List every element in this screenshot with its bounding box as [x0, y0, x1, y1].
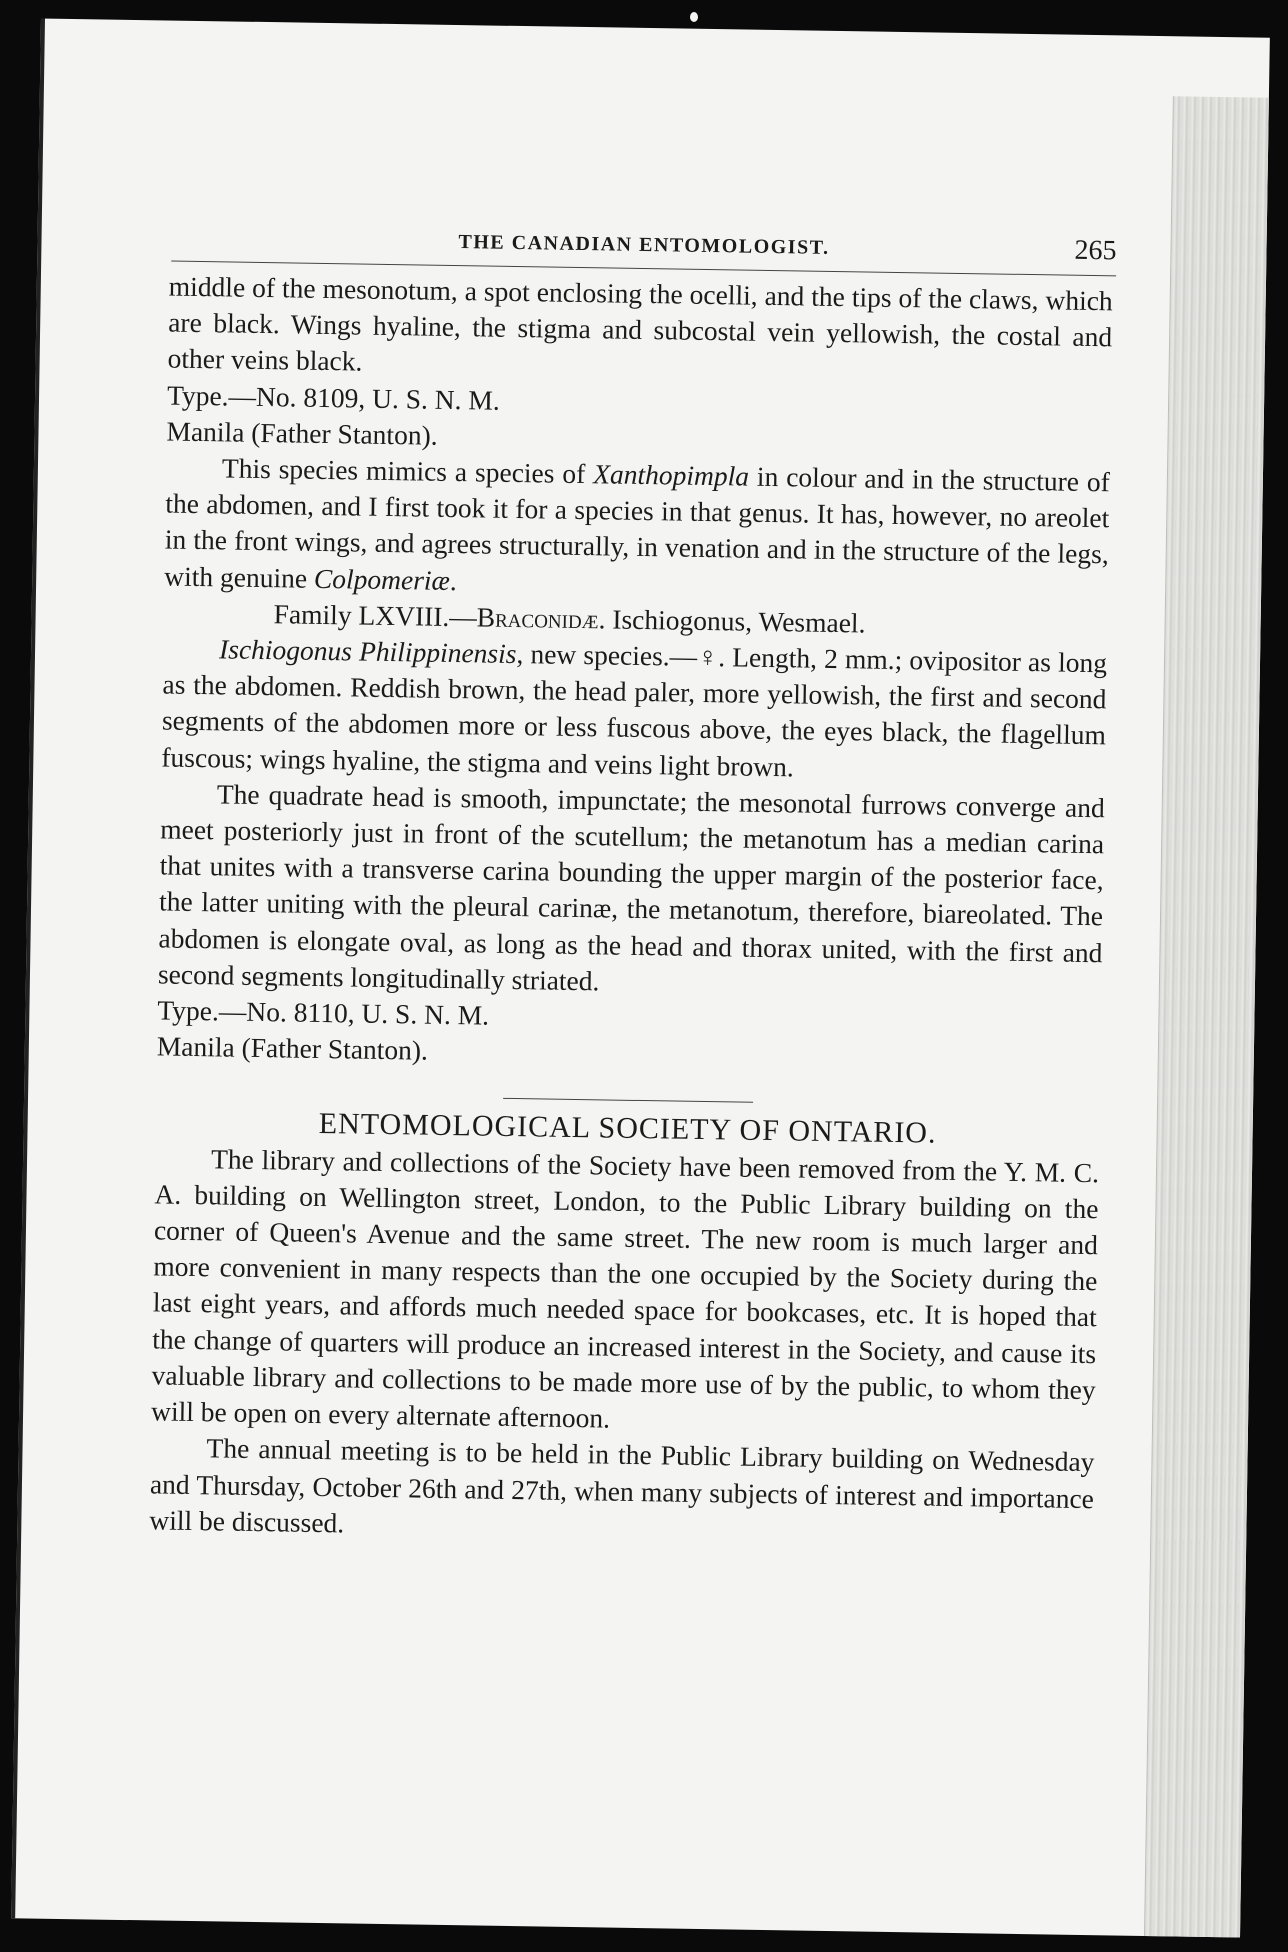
type-locality: Manila (Father Stanton).: [156, 1030, 429, 1066]
book-page: [11, 18, 1270, 1937]
text-segment: Family LXVIII.—: [273, 598, 478, 633]
species-description: [161, 630, 1107, 790]
paragraph-library: The library and collections of the Society have been removed from the Y. M. C. A. building on Wellington street, London, to the Public Library building on the corner of Queen's Avenue and the same street. The new room is much larger and more convenient in many respects than the one occupied by the Society during the last eight years, and affords much needed space for bookcases, etc. It is hoped that the change of quarters will produce an increased interest in the Society, and cause its valuable library and collections to be made more use of by the public, to whom they will be open on every alternate afternoon.: [150, 1142, 1100, 1434]
paragraph-continuation: middle of the mesonotum, a spot enclosing the ocelli, and the tips of the claws, which are black. Wings hyaline, the stigma and subcostal vein yellowish, the costal and other veins black.: [167, 270, 1113, 377]
page-edge: [1144, 96, 1269, 1937]
text-segment: This species mimics a species of: [221, 452, 594, 490]
text-segment: , new species.—♀. Length, 2 mm.; ovipositor as long as the abdomen. Reddish brown, the head paler, more yellowish, the first and second segments of the abdomen more or less fuscous above, the eyes black, the flagellum fuscous; wings hyaline, the stigma and veins light brown.: [161, 638, 1108, 783]
page-body: [149, 269, 1113, 1554]
type-designation: Type.—No. 8109, U. S. N. M.: [166, 379, 500, 416]
section-title: ENTOMOLOGICAL SOCIETY OF ONTARIO.: [318, 1107, 937, 1151]
running-head: THE CANADIAN ENTOMOLOGIST.: [458, 231, 830, 259]
page-header: [171, 221, 1117, 277]
type-locality: Manila (Father Stanton).: [166, 415, 438, 451]
text-segment: in colour and in the structure of the abdomen, and I first took it for a species in that genus. It has, however, no areolet in the front wings, and agrees structurally, in venation and in the structure of the legs, with genuine: [164, 460, 1111, 594]
family-name: Braconidæ: [476, 601, 599, 635]
text-segment: .: [449, 564, 458, 596]
genus-name: Xanthopimpla: [592, 458, 750, 492]
page-number: 265: [1074, 234, 1117, 267]
paragraph-mimicry: [164, 450, 1110, 610]
type-designation: Type.—No. 8110, U. S. N. M.: [157, 994, 490, 1031]
dust-speck: [690, 12, 698, 22]
text-segment: . Ischiogonus, Wesmael.: [598, 603, 866, 639]
species-name: Ischiogonus Philippinensis: [218, 633, 517, 670]
paragraph-morphology: The quadrate head is smooth, impunctate; the mesonotal furrows converge and meet posteriorly just in front of the scutellum; the metanotum has a median carina that unites with a transverse carina bounding the upper margin of the posterior face, the latter uniting with the pleural carinæ, the metanotum, therefore, biareolated. The abdomen is elongate oval, as long as the head and thorax united, with the first and second segments longitudinally striated.: [157, 778, 1105, 997]
section-divider: [503, 1098, 753, 1103]
paragraph-annual-meeting: The annual meeting is to be held in the Public Library building on Wednesday and Thursday, October 26th and 27th, when many subjects of interest and importance will be discussed.: [149, 1432, 1095, 1539]
genus-name: Colpomeriæ: [313, 562, 451, 596]
